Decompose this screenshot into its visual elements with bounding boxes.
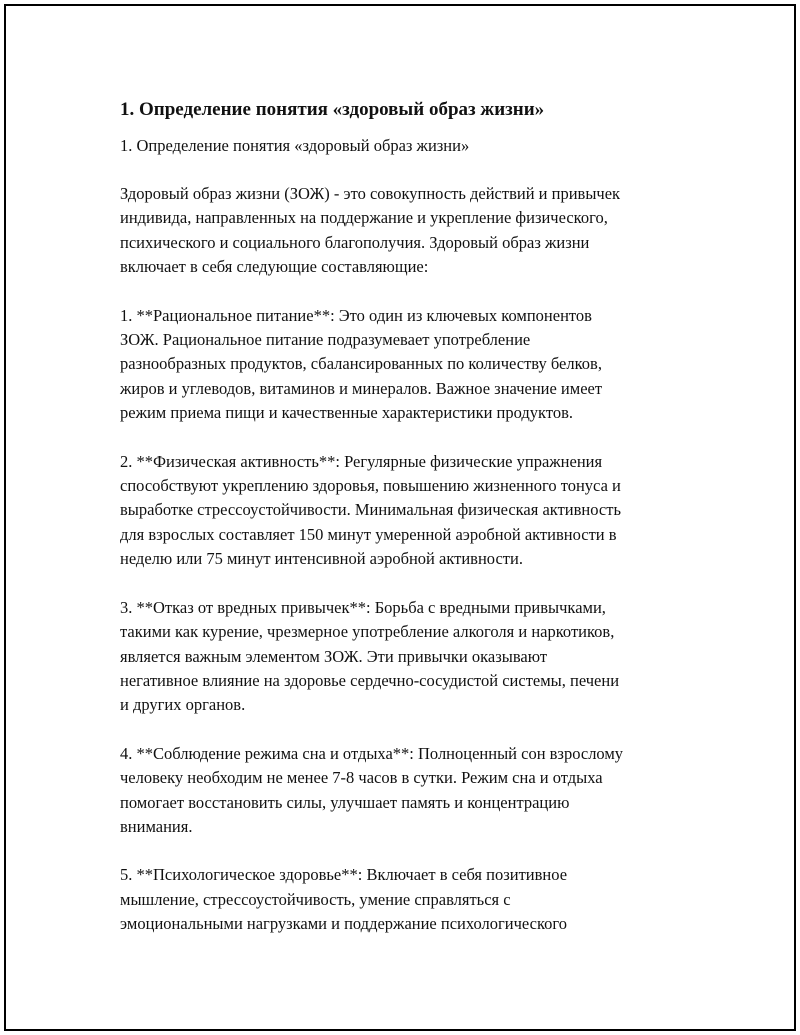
text-line: и других органов. (120, 695, 246, 715)
text-line: неделю или 75 минут интенсивной аэробной активности. (120, 549, 523, 569)
text-line: 1. **Рациональное питание**: Это один из ключевых компонентов (120, 305, 592, 325)
text-line: жиров и углеводов, витаминов и минералов. Важное значение имеет (120, 378, 603, 398)
document-heading: 1. Определение понятия «здоровый образ жизни» (120, 99, 545, 120)
text-line: внимания. (120, 816, 193, 836)
text-line: помогает восстановить силы, улучшает память и концентрацию (120, 792, 570, 812)
text-line: режим приема пищи и качественные характеристики продуктов. (120, 403, 574, 423)
text-line: включает в себя следующие составляющие: (120, 257, 429, 277)
paragraph-bad-habits (120, 596, 700, 718)
text-line: разнообразных продуктов, сбалансированных по количеству белков, (120, 354, 602, 374)
paragraph-psychological-health (120, 863, 700, 936)
text-line: 2. **Физическая активность**: Регулярные физические упражнения (120, 451, 603, 471)
document-subheading: 1. Определение понятия «здоровый образ жизни» (120, 136, 470, 155)
text-line: является важным элементом ЗОЖ. Эти привычки оказывают (120, 646, 548, 666)
paragraph-physical-activity (120, 450, 700, 572)
text-line: Здоровый образ жизни (ЗОЖ) - это совокупность действий и привычек (120, 184, 621, 203)
paragraph-sleep (120, 742, 700, 840)
document-body (120, 98, 700, 961)
text-line: мышление, стрессоустойчивость, умение справляться с (120, 889, 511, 909)
text-line: индивида, направленных на поддержание и укрепление физического, (120, 208, 608, 228)
text-line: способствуют укреплению здоровья, повышению жизненного тонуса и (120, 476, 621, 496)
text-line: для взрослых составляет 150 минут умеренной аэробной активности в (120, 524, 617, 544)
paragraph-intro (120, 182, 700, 280)
paragraph-nutrition (120, 304, 700, 426)
text-line: 5. **Психологическое здоровье**: Включает в себя позитивное (120, 865, 568, 885)
text-line: такими как курение, чрезмерное употребление алкоголя и наркотиков, (120, 622, 615, 642)
text-line: эмоциональными нагрузками и поддержание психологического (120, 914, 567, 934)
text-line: человеку необходим не менее 7-8 часов в сутки. Режим сна и отдыха (120, 768, 603, 788)
text-line: негативное влияние на здоровье сердечно-сосудистой системы, печени (120, 670, 620, 690)
text-line: ЗОЖ. Рациональное питание подразумевает употребление (120, 330, 531, 350)
text-line: 3. **Отказ от вредных привычек**: Борьба с вредными привычками, (120, 597, 606, 617)
text-line: выработке стрессоустойчивости. Минимальная физическая активность (120, 500, 621, 520)
text-line: психического и социального благополучия. Здоровый образ жизни (120, 232, 590, 252)
document-page (4, 4, 796, 1031)
text-line: 4. **Соблюдение режима сна и отдыха**: Полноценный сон взрослому (120, 743, 624, 763)
